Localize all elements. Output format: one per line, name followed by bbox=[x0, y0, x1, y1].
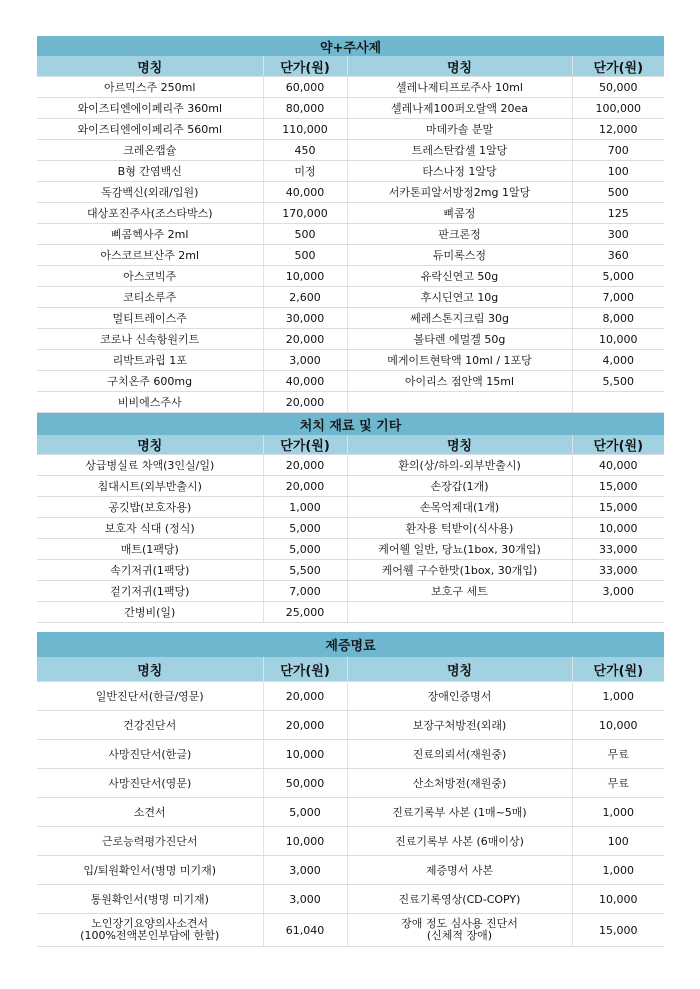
table-row bbox=[37, 266, 664, 287]
drugs-table bbox=[37, 36, 664, 413]
item-name: 쎄레스톤지크림 30g bbox=[347, 308, 572, 329]
item-price: 40,000 bbox=[263, 371, 347, 392]
item-name: 침대시트(외부반출시) bbox=[37, 476, 263, 497]
item-name: 유락신연고 50g bbox=[347, 266, 572, 287]
section-title: 약+주사제 bbox=[37, 36, 664, 56]
item-price: 7,000 bbox=[263, 581, 347, 602]
item-name: 리박트과립 1포 bbox=[37, 350, 263, 371]
item-price: 15,000 bbox=[572, 476, 664, 497]
item-name: 사망진단서(한글) bbox=[37, 740, 263, 769]
item-name: 케어웰 일반, 당뇨(1box, 30개입) bbox=[347, 539, 572, 560]
item-price bbox=[572, 602, 664, 623]
item-price: 20,000 bbox=[263, 711, 347, 740]
table-row bbox=[37, 287, 664, 308]
item-name bbox=[37, 914, 263, 947]
item-name: 제증명서 사본 bbox=[347, 856, 572, 885]
item-price: 40,000 bbox=[263, 182, 347, 203]
item-name-line: 노인장기요양의사소견서 bbox=[91, 917, 209, 930]
price-list-sheet bbox=[37, 36, 664, 947]
item-price: 500 bbox=[263, 245, 347, 266]
table-row bbox=[37, 98, 664, 119]
item-name: 트레스탄캅셀 1알당 bbox=[347, 140, 572, 161]
table-row bbox=[37, 856, 664, 885]
item-price: 50,000 bbox=[572, 77, 664, 98]
header-price: 단가(원) bbox=[572, 435, 664, 455]
item-name: 사망진단서(영문) bbox=[37, 769, 263, 798]
item-name: 비비에스주사 bbox=[37, 392, 263, 413]
table-row bbox=[37, 476, 664, 497]
item-price: 12,000 bbox=[572, 119, 664, 140]
item-price: 500 bbox=[263, 224, 347, 245]
header-name: 명칭 bbox=[347, 435, 572, 455]
item-price: 5,000 bbox=[263, 539, 347, 560]
item-name: 크레온캡슐 bbox=[37, 140, 263, 161]
item-name: 대상포진주사(조스타박스) bbox=[37, 203, 263, 224]
item-name bbox=[347, 914, 572, 947]
item-name bbox=[347, 392, 572, 413]
item-price: 60,000 bbox=[263, 77, 347, 98]
item-name: 건강진단서 bbox=[37, 711, 263, 740]
item-price: 8,000 bbox=[572, 308, 664, 329]
item-price: 20,000 bbox=[263, 682, 347, 711]
item-name: 진료기록부 사본 (1매~5매) bbox=[347, 798, 572, 827]
item-name: 손목억제대(1개) bbox=[347, 497, 572, 518]
table-row bbox=[37, 798, 664, 827]
table-row bbox=[37, 119, 664, 140]
item-name: 아이리스 점안액 15ml bbox=[347, 371, 572, 392]
item-price: 10,000 bbox=[263, 740, 347, 769]
item-price: 1,000 bbox=[572, 682, 664, 711]
header-price: 단가(원) bbox=[572, 56, 664, 77]
item-price: 5,000 bbox=[263, 798, 347, 827]
section-title: 제증명료 bbox=[37, 632, 664, 657]
item-price: 2,600 bbox=[263, 287, 347, 308]
table-row bbox=[37, 827, 664, 856]
item-name: 간병비(일) bbox=[37, 602, 263, 623]
table-row bbox=[37, 392, 664, 413]
item-price: 33,000 bbox=[572, 560, 664, 581]
certificates-table bbox=[37, 632, 664, 947]
table-row bbox=[37, 914, 664, 947]
table-row bbox=[37, 182, 664, 203]
item-price: 무료 bbox=[572, 740, 664, 769]
table-row bbox=[37, 518, 664, 539]
header-price: 단가(원) bbox=[263, 657, 347, 682]
item-price: 80,000 bbox=[263, 98, 347, 119]
table-row bbox=[37, 224, 664, 245]
item-name: 진료의뢰서(재원중) bbox=[347, 740, 572, 769]
item-price: 15,000 bbox=[572, 497, 664, 518]
item-name: 보호구 세트 bbox=[347, 581, 572, 602]
header-price: 단가(원) bbox=[572, 657, 664, 682]
item-price: 300 bbox=[572, 224, 664, 245]
item-price: 미정 bbox=[263, 161, 347, 182]
table-row bbox=[37, 682, 664, 711]
item-name: 볼타렌 에멀겔 50g bbox=[347, 329, 572, 350]
item-name: 아르믹스주 250ml bbox=[37, 77, 263, 98]
header-name: 명칭 bbox=[347, 56, 572, 77]
table-row bbox=[37, 140, 664, 161]
item-price: 10,000 bbox=[572, 885, 664, 914]
table-header bbox=[37, 56, 664, 77]
item-name: 서카톤피알서방정2mg 1알당 bbox=[347, 182, 572, 203]
item-price: 125 bbox=[572, 203, 664, 224]
item-name: 일반진단서(한글/영문) bbox=[37, 682, 263, 711]
item-name: 메게이트현탁액 10ml / 1포당 bbox=[347, 350, 572, 371]
item-price: 20,000 bbox=[263, 392, 347, 413]
item-price: 5,000 bbox=[263, 518, 347, 539]
item-name: 타스나정 1알당 bbox=[347, 161, 572, 182]
item-name: 아스코르브산주 2ml bbox=[37, 245, 263, 266]
item-price: 360 bbox=[572, 245, 664, 266]
item-price: 33,000 bbox=[572, 539, 664, 560]
item-name: 아스코빅주 bbox=[37, 266, 263, 287]
section-title: 처치 재료 및 기타 bbox=[37, 413, 664, 435]
table-header bbox=[37, 657, 664, 682]
item-price: 10,000 bbox=[572, 518, 664, 539]
item-price: 7,000 bbox=[572, 287, 664, 308]
item-name: 환의(상/하의-외부반출시) bbox=[347, 455, 572, 476]
item-name: 멀티트레이스주 bbox=[37, 308, 263, 329]
item-name: 코티소루주 bbox=[37, 287, 263, 308]
table-row bbox=[37, 539, 664, 560]
item-name: 독감백신(외래/입원) bbox=[37, 182, 263, 203]
table-row bbox=[37, 769, 664, 798]
item-name-line: (100%전액본인부담에 한함) bbox=[80, 929, 220, 942]
table-row bbox=[37, 581, 664, 602]
item-price bbox=[572, 392, 664, 413]
item-price: 20,000 bbox=[263, 476, 347, 497]
item-price: 10,000 bbox=[572, 329, 664, 350]
table-row bbox=[37, 455, 664, 476]
table-header bbox=[37, 435, 664, 455]
table-row bbox=[37, 711, 664, 740]
item-name: 셀레나제티프로주사 10ml bbox=[347, 77, 572, 98]
table-row bbox=[37, 560, 664, 581]
item-price: 1,000 bbox=[572, 856, 664, 885]
header-price: 단가(원) bbox=[263, 435, 347, 455]
item-name: 구치온주 600mg bbox=[37, 371, 263, 392]
item-name: 삐콤정 bbox=[347, 203, 572, 224]
item-name: 와이즈티엔에이페리주 360ml bbox=[37, 98, 263, 119]
item-name: 케어웰 구수한맛(1box, 30개입) bbox=[347, 560, 572, 581]
item-name: 진료기록영상(CD-COPY) bbox=[347, 885, 572, 914]
item-name: 셀레나제100퍼오랄액 20ea bbox=[347, 98, 572, 119]
item-name: 환자용 턱받이(식사용) bbox=[347, 518, 572, 539]
item-name: B형 간염백신 bbox=[37, 161, 263, 182]
item-price: 20,000 bbox=[263, 329, 347, 350]
item-price: 3,000 bbox=[263, 856, 347, 885]
item-price: 5,000 bbox=[572, 266, 664, 287]
item-name: 판크론정 bbox=[347, 224, 572, 245]
item-price: 5,500 bbox=[263, 560, 347, 581]
item-name: 보장구처방전(외래) bbox=[347, 711, 572, 740]
header-name: 명칭 bbox=[347, 657, 572, 682]
item-price: 100 bbox=[572, 827, 664, 856]
item-price: 4,000 bbox=[572, 350, 664, 371]
item-name: 손장갑(1개) bbox=[347, 476, 572, 497]
table-row bbox=[37, 497, 664, 518]
item-name: 후시딘연고 10g bbox=[347, 287, 572, 308]
item-name: 상급병실료 차액(3인실/일) bbox=[37, 455, 263, 476]
item-name: 근로능력평가진단서 bbox=[37, 827, 263, 856]
table-row bbox=[37, 885, 664, 914]
supplies-table bbox=[37, 413, 664, 632]
item-name: 장애인증명서 bbox=[347, 682, 572, 711]
table-row bbox=[37, 740, 664, 769]
item-name: 듀미록스정 bbox=[347, 245, 572, 266]
item-price: 20,000 bbox=[263, 455, 347, 476]
item-price: 100,000 bbox=[572, 98, 664, 119]
item-name: 겉기저귀(1팩당) bbox=[37, 581, 263, 602]
item-name: 속기저귀(1팩당) bbox=[37, 560, 263, 581]
item-price: 3,000 bbox=[263, 885, 347, 914]
item-price: 61,040 bbox=[263, 914, 347, 947]
table-row bbox=[37, 161, 664, 182]
item-price: 15,000 bbox=[572, 914, 664, 947]
item-price: 1,000 bbox=[263, 497, 347, 518]
table-row bbox=[37, 329, 664, 350]
item-name: 공깃밥(보호자용) bbox=[37, 497, 263, 518]
header-price: 단가(원) bbox=[263, 56, 347, 77]
table-row bbox=[37, 602, 664, 623]
item-name: 입/퇴원확인서(병명 미기재) bbox=[37, 856, 263, 885]
item-price: 500 bbox=[572, 182, 664, 203]
item-price: 25,000 bbox=[263, 602, 347, 623]
table-row bbox=[37, 350, 664, 371]
table-row bbox=[37, 245, 664, 266]
item-name bbox=[347, 602, 572, 623]
header-name: 명칭 bbox=[37, 657, 263, 682]
item-price: 450 bbox=[263, 140, 347, 161]
item-price: 1,000 bbox=[572, 798, 664, 827]
item-name: 와이즈티엔에이페리주 560ml bbox=[37, 119, 263, 140]
item-name: 코로나 신속항원키트 bbox=[37, 329, 263, 350]
item-name-line: 장애 정도 심사용 진단서 bbox=[401, 917, 518, 930]
item-price: 40,000 bbox=[572, 455, 664, 476]
item-price: 3,000 bbox=[263, 350, 347, 371]
item-price: 110,000 bbox=[263, 119, 347, 140]
item-price: 170,000 bbox=[263, 203, 347, 224]
item-price: 5,500 bbox=[572, 371, 664, 392]
item-price: 10,000 bbox=[263, 827, 347, 856]
item-name-line: (신체적 장애) bbox=[426, 929, 493, 942]
item-price: 30,000 bbox=[263, 308, 347, 329]
item-name: 보호자 식대 (정식) bbox=[37, 518, 263, 539]
item-price: 10,000 bbox=[572, 711, 664, 740]
item-name: 통원확인서(병명 미기재) bbox=[37, 885, 263, 914]
header-name: 명칭 bbox=[37, 56, 263, 77]
table-row bbox=[37, 371, 664, 392]
item-name: 매트(1팩당) bbox=[37, 539, 263, 560]
item-name: 마데카솔 분말 bbox=[347, 119, 572, 140]
item-name: 소견서 bbox=[37, 798, 263, 827]
table-row bbox=[37, 77, 664, 98]
header-name: 명칭 bbox=[37, 435, 263, 455]
table-row bbox=[37, 308, 664, 329]
item-price: 700 bbox=[572, 140, 664, 161]
item-price: 100 bbox=[572, 161, 664, 182]
item-price: 50,000 bbox=[263, 769, 347, 798]
item-price: 3,000 bbox=[572, 581, 664, 602]
item-name: 산소처방전(재원중) bbox=[347, 769, 572, 798]
table-row bbox=[37, 203, 664, 224]
item-name: 진료기록부 사본 (6매이상) bbox=[347, 827, 572, 856]
item-name: 삐콤헥사주 2ml bbox=[37, 224, 263, 245]
item-price: 10,000 bbox=[263, 266, 347, 287]
item-price: 무료 bbox=[572, 769, 664, 798]
